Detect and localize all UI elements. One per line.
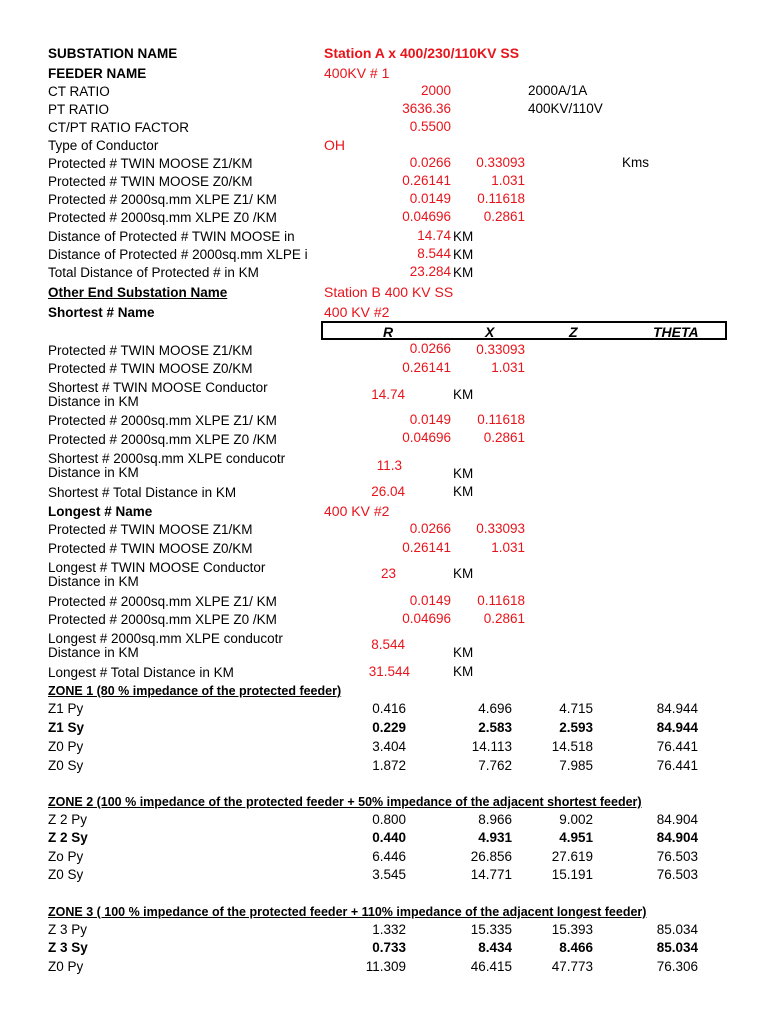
zone-row-theta: 85.034 — [656, 922, 698, 937]
longest-row-unit: KM — [453, 645, 474, 660]
shortest-row-v1: 0.04696 — [402, 430, 451, 445]
zone-row-x: 46.415 — [470, 959, 512, 974]
longest-row-v2: 1.031 — [491, 540, 525, 555]
protected-row-v1: 14.74 — [417, 228, 451, 243]
zone1-title: ZONE 1 (80 % impedance of the protected feeder) — [48, 684, 342, 698]
protected-row-v1: 0.26141 — [402, 173, 451, 188]
other-end-value: Station B 400 KV SS — [324, 284, 454, 300]
protected-row-label: Protected # 2000sq.mm XLPE Z0 /KM — [48, 210, 277, 225]
shortest-row-v1: 0.0149 — [409, 412, 451, 427]
shortest-row-label: Shortest # Total Distance in KM — [48, 485, 237, 500]
zone-row-r: 0.229 — [372, 720, 406, 735]
protected-row-unit: KM — [453, 247, 474, 262]
other-end-label: Other End Substation Name — [48, 285, 228, 300]
protected-row-label: Distance of Protected # 2000sq.mm XLPE i — [48, 247, 308, 262]
shortest-row-v2: 0.2861 — [483, 430, 525, 445]
shortest-name-value: 400 KV #2 — [324, 304, 390, 320]
zone-row-r: 0.733 — [372, 940, 406, 955]
shortest-row-v2: 0.33093 — [476, 342, 525, 357]
conductor-label: Type of Conductor — [48, 138, 159, 153]
longest-name-label: Longest # Name — [48, 504, 153, 519]
longest-row-v2: 0.2861 — [483, 611, 525, 626]
shortest-row-label: Shortest # 2000sq.mm XLPE conducotr Distance in KM — [48, 451, 286, 481]
zone-row-r: 3.545 — [372, 867, 406, 882]
longest-row-label: Protected # 2000sq.mm XLPE Z1/ KM — [48, 594, 277, 609]
protected-row-label: Protected # TWIN MOOSE Z1/KM — [48, 156, 253, 171]
longest-row-v1: 0.04696 — [402, 611, 451, 626]
longest-row-v1: 8.544 — [371, 637, 405, 652]
zone-row-z: 4.951 — [559, 830, 593, 845]
longest-row-v2: 0.11618 — [477, 593, 525, 608]
protected-row-v1: 0.04696 — [402, 209, 451, 224]
substation-name-value: Station A x 400/230/110KV SS — [324, 45, 520, 61]
shortest-row-v1: 11.3 — [376, 458, 402, 473]
protected-row-label: Total Distance of Protected # in KM — [48, 265, 259, 280]
zone-row-x: 8.434 — [478, 940, 512, 955]
protected-row-v2: 0.33093 — [476, 155, 525, 170]
zone-row-z: 15.393 — [551, 922, 593, 937]
col-header-r: R — [383, 324, 394, 340]
zone-row-x: 7.762 — [478, 758, 512, 773]
shortest-row-v2: 0.11618 — [477, 412, 525, 427]
zone-row-r: 1.872 — [372, 758, 406, 773]
zone-row-theta: 84.904 — [656, 812, 698, 827]
longest-row-label: Longest # 2000sq.mm XLPE conducotr Distance in KM — [48, 631, 283, 661]
longest-row-v1: 0.0266 — [409, 521, 451, 536]
protected-row-unit: KM — [453, 265, 474, 280]
zone-row-theta: 76.503 — [656, 867, 698, 882]
protected-row-v1: 23.284 — [409, 264, 451, 279]
zone-row-z: 47.773 — [551, 959, 593, 974]
longest-row-unit: KM — [453, 664, 474, 679]
zone-row-z: 14.518 — [551, 739, 593, 754]
protected-row-label: Protected # 2000sq.mm XLPE Z1/ KM — [48, 192, 277, 207]
longest-row-unit: KM — [453, 566, 474, 581]
zone-row-r: 3.404 — [372, 739, 406, 754]
zone-row-x: 4.931 — [478, 830, 512, 845]
shortest-row-v1: 0.26141 — [402, 360, 451, 375]
zone-row-r: 11.309 — [365, 959, 406, 974]
shortest-row-v1: 0.0266 — [409, 341, 451, 356]
longest-row-label: Longest # Total Distance in KM — [48, 665, 234, 680]
shortest-row-v1: 26.04 — [371, 484, 405, 499]
zone-row-r: 1.332 — [372, 922, 406, 937]
shortest-row-v2: 1.031 — [491, 360, 525, 375]
longest-row-v1: 0.26141 — [402, 540, 451, 555]
feeder-name-label: FEEDER NAME — [48, 66, 147, 81]
conductor-value: OH — [324, 137, 345, 153]
ctpt-factor-label: CT/PT RATIO FACTOR — [48, 120, 190, 135]
zone-row-theta: 84.944 — [656, 701, 698, 716]
protected-row-v2: 0.11618 — [477, 191, 525, 206]
shortest-row-label: Protected # 2000sq.mm XLPE Z0 /KM — [48, 432, 277, 447]
zone-row-z: 15.191 — [551, 867, 593, 882]
pt-ratio-spec: 400KV/110V — [528, 101, 603, 116]
protected-row-v1: 0.0149 — [409, 191, 451, 206]
zone-row-x: 15.335 — [470, 922, 512, 937]
longest-row-label: Protected # 2000sq.mm XLPE Z0 /KM — [48, 612, 277, 627]
zone-row-x: 8.966 — [478, 812, 512, 827]
feeder-name-value: 400KV # 1 — [324, 65, 390, 81]
zone-row-r: 0.440 — [372, 830, 406, 845]
protected-row-unit: KM — [453, 229, 474, 244]
protected-row-unit: Kms — [622, 155, 649, 170]
zone-row-x: 4.696 — [478, 701, 512, 716]
shortest-row-unit: KM — [453, 387, 474, 402]
protected-row-label: Protected # TWIN MOOSE Z0/KM — [48, 174, 253, 189]
zone-row-r: 0.416 — [372, 701, 406, 716]
ct-ratio-spec: 2000A/1A — [528, 83, 588, 98]
shortest-row-unit: KM — [453, 466, 474, 481]
zone-row-z: 4.715 — [559, 701, 593, 716]
col-header-theta: THETA — [653, 324, 699, 340]
zone-row-theta: 76.441 — [656, 758, 698, 773]
zone-row-r: 6.446 — [372, 849, 406, 864]
zone-row-label: Z 2 Py — [48, 812, 88, 827]
shortest-row-label: Protected # TWIN MOOSE Z1/KM — [48, 343, 253, 358]
longest-row-label: Protected # TWIN MOOSE Z0/KM — [48, 541, 253, 556]
zone-row-x: 14.771 — [470, 867, 512, 882]
zone-row-theta: 76.306 — [656, 959, 698, 974]
ctpt-factor-value: 0.5500 — [409, 119, 451, 134]
shortest-row-label: Protected # 2000sq.mm XLPE Z1/ KM — [48, 413, 277, 428]
longest-row-label: Longest # TWIN MOOSE Conductor Distance in KM — [48, 560, 266, 590]
zone-row-theta: 84.944 — [656, 720, 698, 735]
zone-row-theta: 84.904 — [656, 830, 698, 845]
protected-row-label: Distance of Protected # TWIN MOOSE in — [48, 229, 295, 244]
zone-row-x: 2.583 — [478, 720, 512, 735]
zone-row-label: Z0 Py — [48, 959, 84, 974]
zone3-title: ZONE 3 ( 100 % impedance of the protected feeder + 110% impedance of the adjacent longest feeder) — [48, 905, 647, 919]
shortest-row-unit: KM — [453, 484, 474, 499]
zone-row-label: Z 3 Sy — [48, 940, 88, 955]
zone-row-theta: 85.034 — [656, 940, 698, 955]
zone2-title: ZONE 2 (100 % impedance of the protected feeder + 50% impedance of the adjacent shortest feeder) — [48, 795, 642, 809]
zone-row-label: Z 2 Sy — [48, 830, 88, 845]
pt-ratio-label: PT RATIO — [48, 102, 110, 117]
pt-ratio-value: 3636.36 — [402, 101, 451, 116]
zone-row-z: 9.002 — [559, 812, 593, 827]
col-header-x: X — [485, 324, 495, 340]
ct-ratio-label: CT RATIO — [48, 84, 110, 99]
shortest-row-label: Shortest # TWIN MOOSE Conductor Distance in KM — [48, 380, 268, 410]
zone-row-label: Zo Py — [48, 849, 84, 864]
longest-row-label: Protected # TWIN MOOSE Z1/KM — [48, 522, 253, 537]
zone-row-label: Z 3 Py — [48, 922, 88, 937]
longest-row-v1: 31.544 — [368, 664, 410, 679]
protected-row-v1: 0.0266 — [409, 155, 451, 170]
protected-row-v1: 8.544 — [417, 246, 451, 261]
zone-row-label: Z0 Py — [48, 739, 84, 754]
longest-name-value: 400 KV #2 — [324, 503, 390, 519]
col-header-z: Z — [569, 324, 578, 340]
zone-row-label: Z1 Sy — [48, 720, 85, 735]
zone-row-label: Z1 Py — [48, 701, 84, 716]
protected-row-v2: 1.031 — [491, 173, 525, 188]
zone-row-theta: 76.503 — [656, 849, 698, 864]
zone-row-theta: 76.441 — [656, 739, 698, 754]
longest-row-v1: 0.0149 — [409, 593, 451, 608]
zone-row-z: 2.593 — [559, 720, 593, 735]
zone-row-r: 0.800 — [372, 812, 406, 827]
protected-row-v2: 0.2861 — [483, 209, 525, 224]
zone-row-x: 26.856 — [470, 849, 512, 864]
zone-row-z: 7.985 — [559, 758, 593, 773]
column-header-box — [321, 321, 727, 340]
zone-row-x: 14.113 — [471, 739, 512, 754]
shortest-row-v1: 14.74 — [371, 387, 405, 402]
zone-row-z: 27.619 — [551, 849, 593, 864]
ct-ratio-value: 2000 — [420, 83, 451, 98]
substation-name-label: SUBSTATION NAME — [48, 46, 178, 61]
shortest-name-label: Shortest # Name — [48, 305, 155, 320]
zone-row-z: 8.466 — [559, 940, 593, 955]
longest-row-v2: 0.33093 — [476, 521, 525, 536]
zone-row-label: Z0 Sy — [48, 867, 84, 882]
longest-row-v1: 23 — [380, 566, 396, 581]
zone-row-label: Z0 Sy — [48, 758, 84, 773]
shortest-row-label: Protected # TWIN MOOSE Z0/KM — [48, 361, 253, 376]
